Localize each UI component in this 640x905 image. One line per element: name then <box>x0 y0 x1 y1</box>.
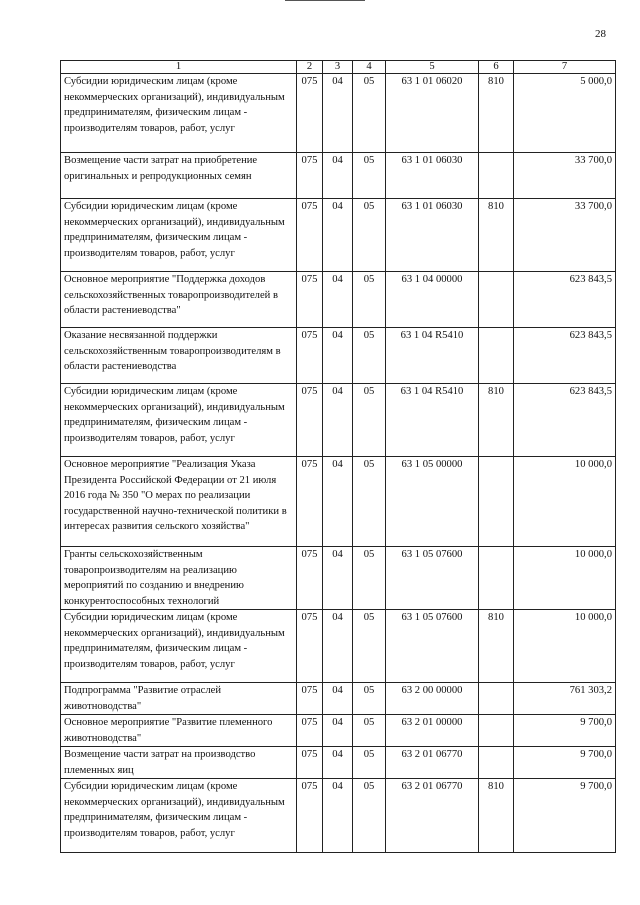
row-target-code: 63 1 04 R5410 <box>386 384 479 457</box>
row-subsection-code: 05 <box>353 457 386 547</box>
table-row <box>61 747 616 779</box>
row-subsection-code: 05 <box>353 683 386 715</box>
header-col-4: 4 <box>353 61 386 74</box>
header-col-3: 3 <box>323 61 353 74</box>
row-target-code: 63 1 05 00000 <box>386 457 479 547</box>
row-ministry-code: 075 <box>297 328 323 384</box>
row-expense-type-code: 810 <box>479 199 514 272</box>
row-section-code: 04 <box>323 610 353 683</box>
row-ministry-code: 075 <box>297 683 323 715</box>
row-subsection-code: 05 <box>353 384 386 457</box>
row-subsection-code: 05 <box>353 328 386 384</box>
row-ministry-code: 075 <box>297 747 323 779</box>
row-name: Субсидии юридическим лицам (кроме некоммерческих организаций), индивидуальным предпринимателям, физическим лицам - производителям товаров, работ, услуг <box>61 199 297 272</box>
row-target-code: 63 2 01 06770 <box>386 747 479 779</box>
row-expense-type-code <box>479 457 514 547</box>
table-row <box>61 384 616 457</box>
row-subsection-code: 05 <box>353 272 386 328</box>
row-expense-type-code <box>479 747 514 779</box>
header-row <box>61 61 616 74</box>
table-row <box>61 779 616 853</box>
row-section-code: 04 <box>323 384 353 457</box>
row-target-code: 63 1 05 07600 <box>386 610 479 683</box>
row-expense-type-code <box>479 715 514 747</box>
row-amount: 10 000,0 <box>514 610 616 683</box>
header-col-2: 2 <box>297 61 323 74</box>
row-amount: 33 700,0 <box>514 153 616 199</box>
row-expense-type-code: 810 <box>479 610 514 683</box>
row-expense-type-code: 810 <box>479 384 514 457</box>
row-ministry-code: 075 <box>297 610 323 683</box>
row-name: Подпрограмма "Развитие отраслей животноводства" <box>61 683 297 715</box>
row-amount: 623 843,5 <box>514 328 616 384</box>
row-ministry-code: 075 <box>297 153 323 199</box>
row-name: Основное мероприятие "Реализация Указа Президента Российской Федерации от 21 июля 2016 года № 350 "О мерах по реализации государственной научно-технической политики в интересах развития сельского хозяйства" <box>61 457 297 547</box>
header-col-7: 7 <box>514 61 616 74</box>
table-row <box>61 547 616 610</box>
header-col-1: 1 <box>61 61 297 74</box>
row-section-code: 04 <box>323 747 353 779</box>
row-section-code: 04 <box>323 683 353 715</box>
row-amount: 10 000,0 <box>514 457 616 547</box>
table-row <box>61 74 616 153</box>
row-expense-type-code: 810 <box>479 779 514 853</box>
row-amount: 623 843,5 <box>514 272 616 328</box>
table-row <box>61 199 616 272</box>
row-section-code: 04 <box>323 153 353 199</box>
row-target-code: 63 2 01 06770 <box>386 779 479 853</box>
row-amount: 9 700,0 <box>514 779 616 853</box>
row-name: Возмещение части затрат на производство племенных яиц <box>61 747 297 779</box>
row-section-code: 04 <box>323 779 353 853</box>
row-section-code: 04 <box>323 547 353 610</box>
row-expense-type-code <box>479 683 514 715</box>
row-expense-type-code: 810 <box>479 74 514 153</box>
row-amount: 9 700,0 <box>514 747 616 779</box>
row-name: Субсидии юридическим лицам (кроме некоммерческих организаций), индивидуальным предпринимателям, физическим лицам - производителям товаров, работ, услуг <box>61 384 297 457</box>
row-expense-type-code <box>479 547 514 610</box>
row-subsection-code: 05 <box>353 610 386 683</box>
row-target-code: 63 1 04 R5410 <box>386 328 479 384</box>
row-amount: 5 000,0 <box>514 74 616 153</box>
row-target-code: 63 1 01 06030 <box>386 153 479 199</box>
row-section-code: 04 <box>323 328 353 384</box>
row-section-code: 04 <box>323 715 353 747</box>
row-target-code: 63 1 01 06030 <box>386 199 479 272</box>
row-subsection-code: 05 <box>353 547 386 610</box>
row-amount: 9 700,0 <box>514 715 616 747</box>
row-subsection-code: 05 <box>353 153 386 199</box>
table-row <box>61 457 616 547</box>
row-subsection-code: 05 <box>353 779 386 853</box>
table-row <box>61 272 616 328</box>
row-expense-type-code <box>479 153 514 199</box>
table-row <box>61 683 616 715</box>
row-name: Основное мероприятие "Поддержка доходов сельскохозяйственных товаропроизводителей в области растениеводства" <box>61 272 297 328</box>
row-section-code: 04 <box>323 199 353 272</box>
row-amount: 761 303,2 <box>514 683 616 715</box>
row-subsection-code: 05 <box>353 74 386 153</box>
row-target-code: 63 2 01 00000 <box>386 715 479 747</box>
row-expense-type-code <box>479 272 514 328</box>
row-ministry-code: 075 <box>297 457 323 547</box>
row-section-code: 04 <box>323 74 353 153</box>
header-col-5: 5 <box>386 61 479 74</box>
table-row <box>61 715 616 747</box>
row-ministry-code: 075 <box>297 384 323 457</box>
row-subsection-code: 05 <box>353 747 386 779</box>
top-edge-line <box>285 0 365 1</box>
row-name: Оказание несвязанной поддержки сельскохозяйственным товаропроизводителям в области растениеводства <box>61 328 297 384</box>
row-ministry-code: 075 <box>297 74 323 153</box>
table-row <box>61 328 616 384</box>
row-target-code: 63 1 04 00000 <box>386 272 479 328</box>
row-ministry-code: 075 <box>297 547 323 610</box>
row-amount: 10 000,0 <box>514 547 616 610</box>
row-amount: 33 700,0 <box>514 199 616 272</box>
row-name: Субсидии юридическим лицам (кроме некоммерческих организаций), индивидуальным предпринимателям, физическим лицам - производителям товаров, работ, услуг <box>61 74 297 153</box>
row-ministry-code: 075 <box>297 272 323 328</box>
row-name: Субсидии юридическим лицам (кроме некоммерческих организаций), индивидуальным предпринимателям, физическим лицам - производителям товаров, работ, услуг <box>61 610 297 683</box>
row-expense-type-code <box>479 328 514 384</box>
row-target-code: 63 1 05 07600 <box>386 547 479 610</box>
row-ministry-code: 075 <box>297 199 323 272</box>
row-name: Возмещение части затрат на приобретение оригинальных и репродукционных семян <box>61 153 297 199</box>
row-ministry-code: 075 <box>297 779 323 853</box>
row-name: Субсидии юридическим лицам (кроме некоммерческих организаций), индивидуальным предпринимателям, физическим лицам - производителям товаров, работ, услуг <box>61 779 297 853</box>
row-section-code: 04 <box>323 457 353 547</box>
table-row <box>61 610 616 683</box>
row-section-code: 04 <box>323 272 353 328</box>
row-subsection-code: 05 <box>353 715 386 747</box>
budget-table <box>60 60 616 853</box>
row-name: Основное мероприятие "Развитие племенного животноводства" <box>61 715 297 747</box>
page-number: 28 <box>595 28 606 40</box>
row-subsection-code: 05 <box>353 199 386 272</box>
row-ministry-code: 075 <box>297 715 323 747</box>
row-name: Гранты сельскохозяйственным товаропроизводителям на реализацию мероприятий по созданию и внедрению конкурентоспособных технологий <box>61 547 297 610</box>
row-target-code: 63 1 01 06020 <box>386 74 479 153</box>
table-row <box>61 153 616 199</box>
header-col-6: 6 <box>479 61 514 74</box>
row-target-code: 63 2 00 00000 <box>386 683 479 715</box>
row-amount: 623 843,5 <box>514 384 616 457</box>
